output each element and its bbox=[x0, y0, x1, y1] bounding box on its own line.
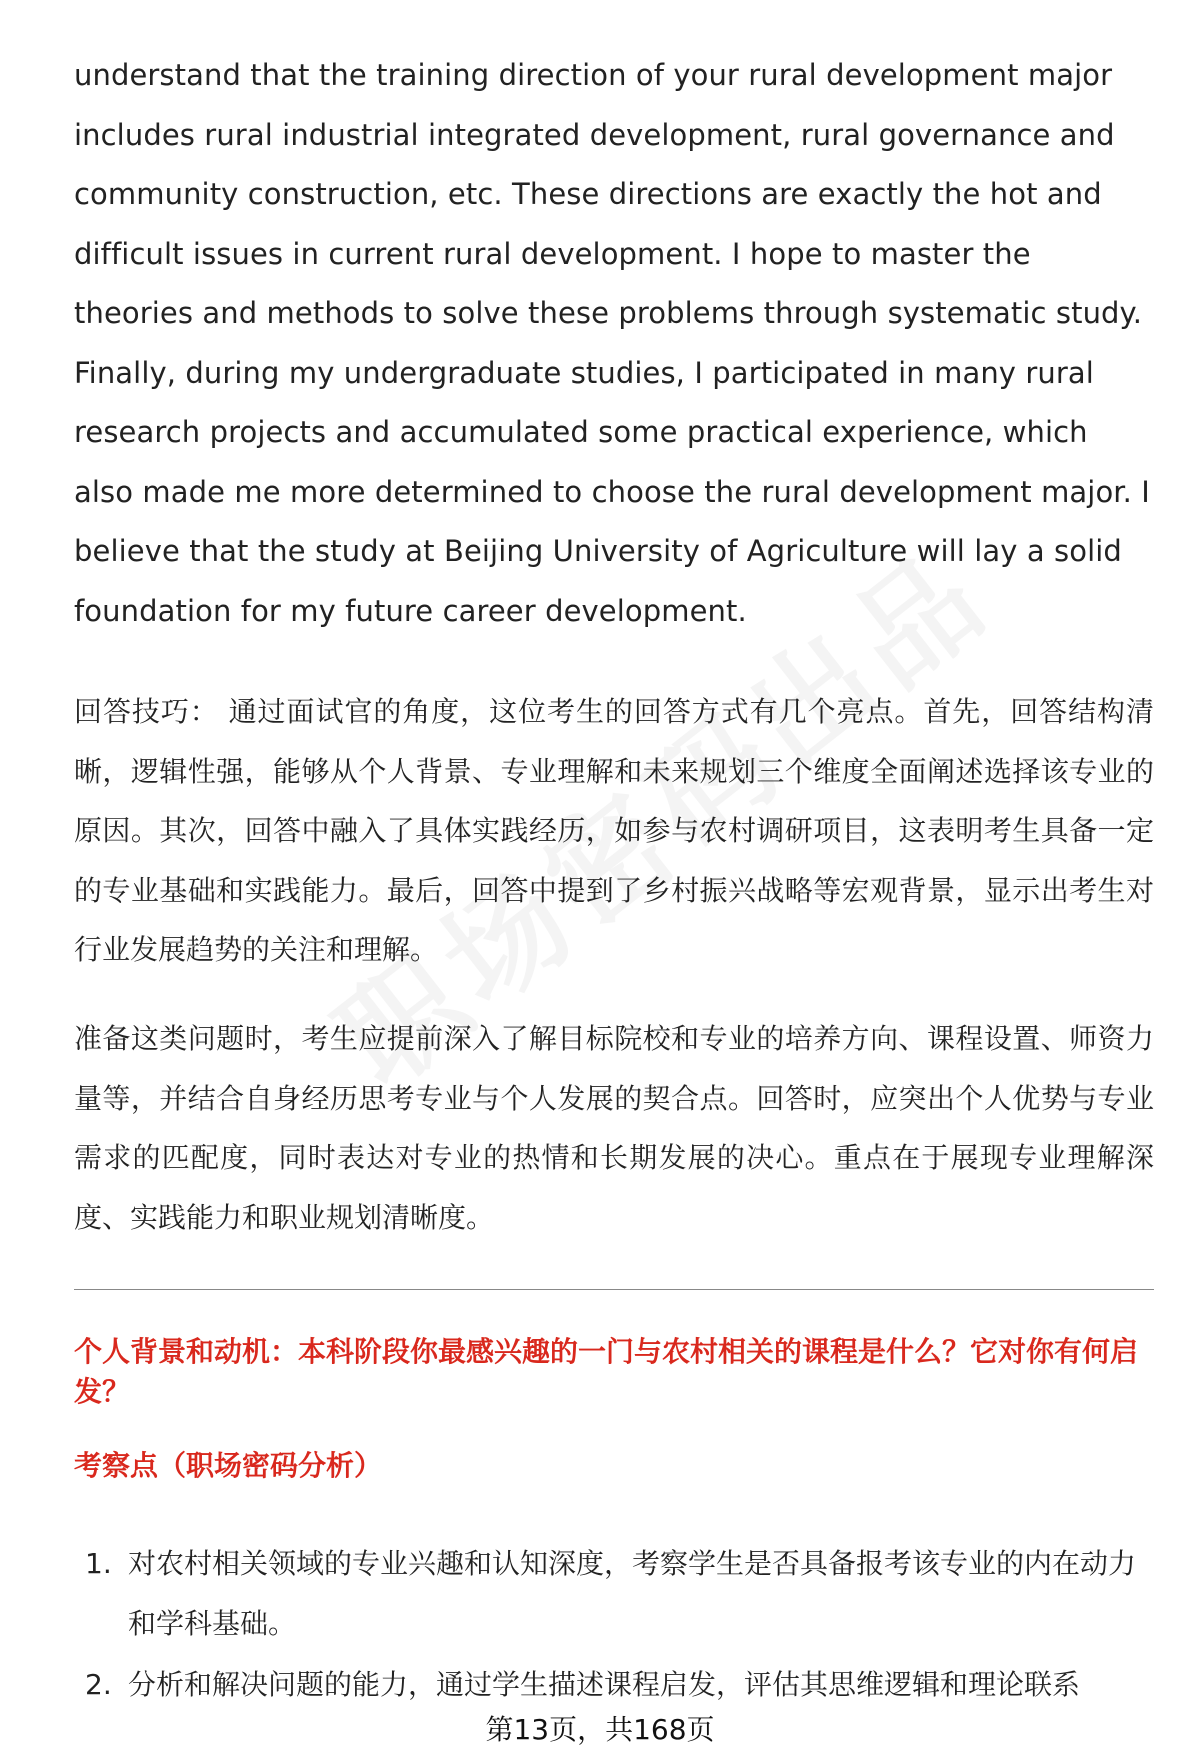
list-item-text: 对农村相关领域的专业兴趣和认知深度，考察学生是否具备报考该专业的内在动力和学科基础。 bbox=[128, 1547, 1137, 1640]
list-number: 2. bbox=[85, 1668, 112, 1701]
answer-tips-paragraph: 回答技巧： 通过面试官的角度，这位考生的回答方式有几个亮点。首先，回答结构清晰，逻辑性强，能够从个人背景、专业理解和未来规划三个维度全面阐述选择该专业的原因。其次，回答中融入了具体实践经历，如参与农村调研项目，这表明考生具备一定的专业基础和实践能力。最后，回答中提到了乡村振兴战略等宏观背景，显示出考生对行业发展趋势的关注和理解。 bbox=[74, 695, 1154, 966]
list-item bbox=[74, 1655, 1154, 1715]
assessment-points-list bbox=[74, 1534, 1154, 1717]
question-heading: 个人背景和动机：本科阶段你最感兴趣的一门与农村相关的课程是什么？它对你有何启发？ bbox=[74, 1335, 1139, 1408]
list-item-text: 分析和解决问题的能力，通过学生描述课程启发，评估其思维逻辑和理论联系 bbox=[128, 1668, 1081, 1701]
section-divider bbox=[74, 1289, 1154, 1290]
preparation-paragraph: 准备这类问题时，考生应提前深入了解目标院校和专业的培养方向、课程设置、师资力量等，并结合自身经历思考专业与个人发展的契合点。回答时，应突出个人优势与专业需求的匹配度，同时表达对专业的热情和长期发展的决心。重点在于展现专业理解深度、实践能力和职业规划清晰度。 bbox=[74, 1022, 1154, 1234]
section-title: 考察点（职场密码分析） bbox=[74, 1449, 383, 1482]
list-item bbox=[74, 1534, 1154, 1653]
english-answer-paragraph: understand that the training direction of your rural development major includes rural industrial integrated development, rural governance and community construction, etc. These directions are exactly the hot and difficult issues in current rural development. I hope to master the theories and methods to solve these problems through systematic study. Finally, during my undergraduate studies, I participated in many rural research projects and accumulated some practical experience, which also made me more determined to choose the rural development major. I believe that the study at Beijing University of Agriculture will lay a solid foundation for my future career development. bbox=[74, 58, 1150, 628]
page-footer: 第13页，共168页 bbox=[485, 1713, 715, 1746]
list-number: 1. bbox=[85, 1547, 112, 1580]
